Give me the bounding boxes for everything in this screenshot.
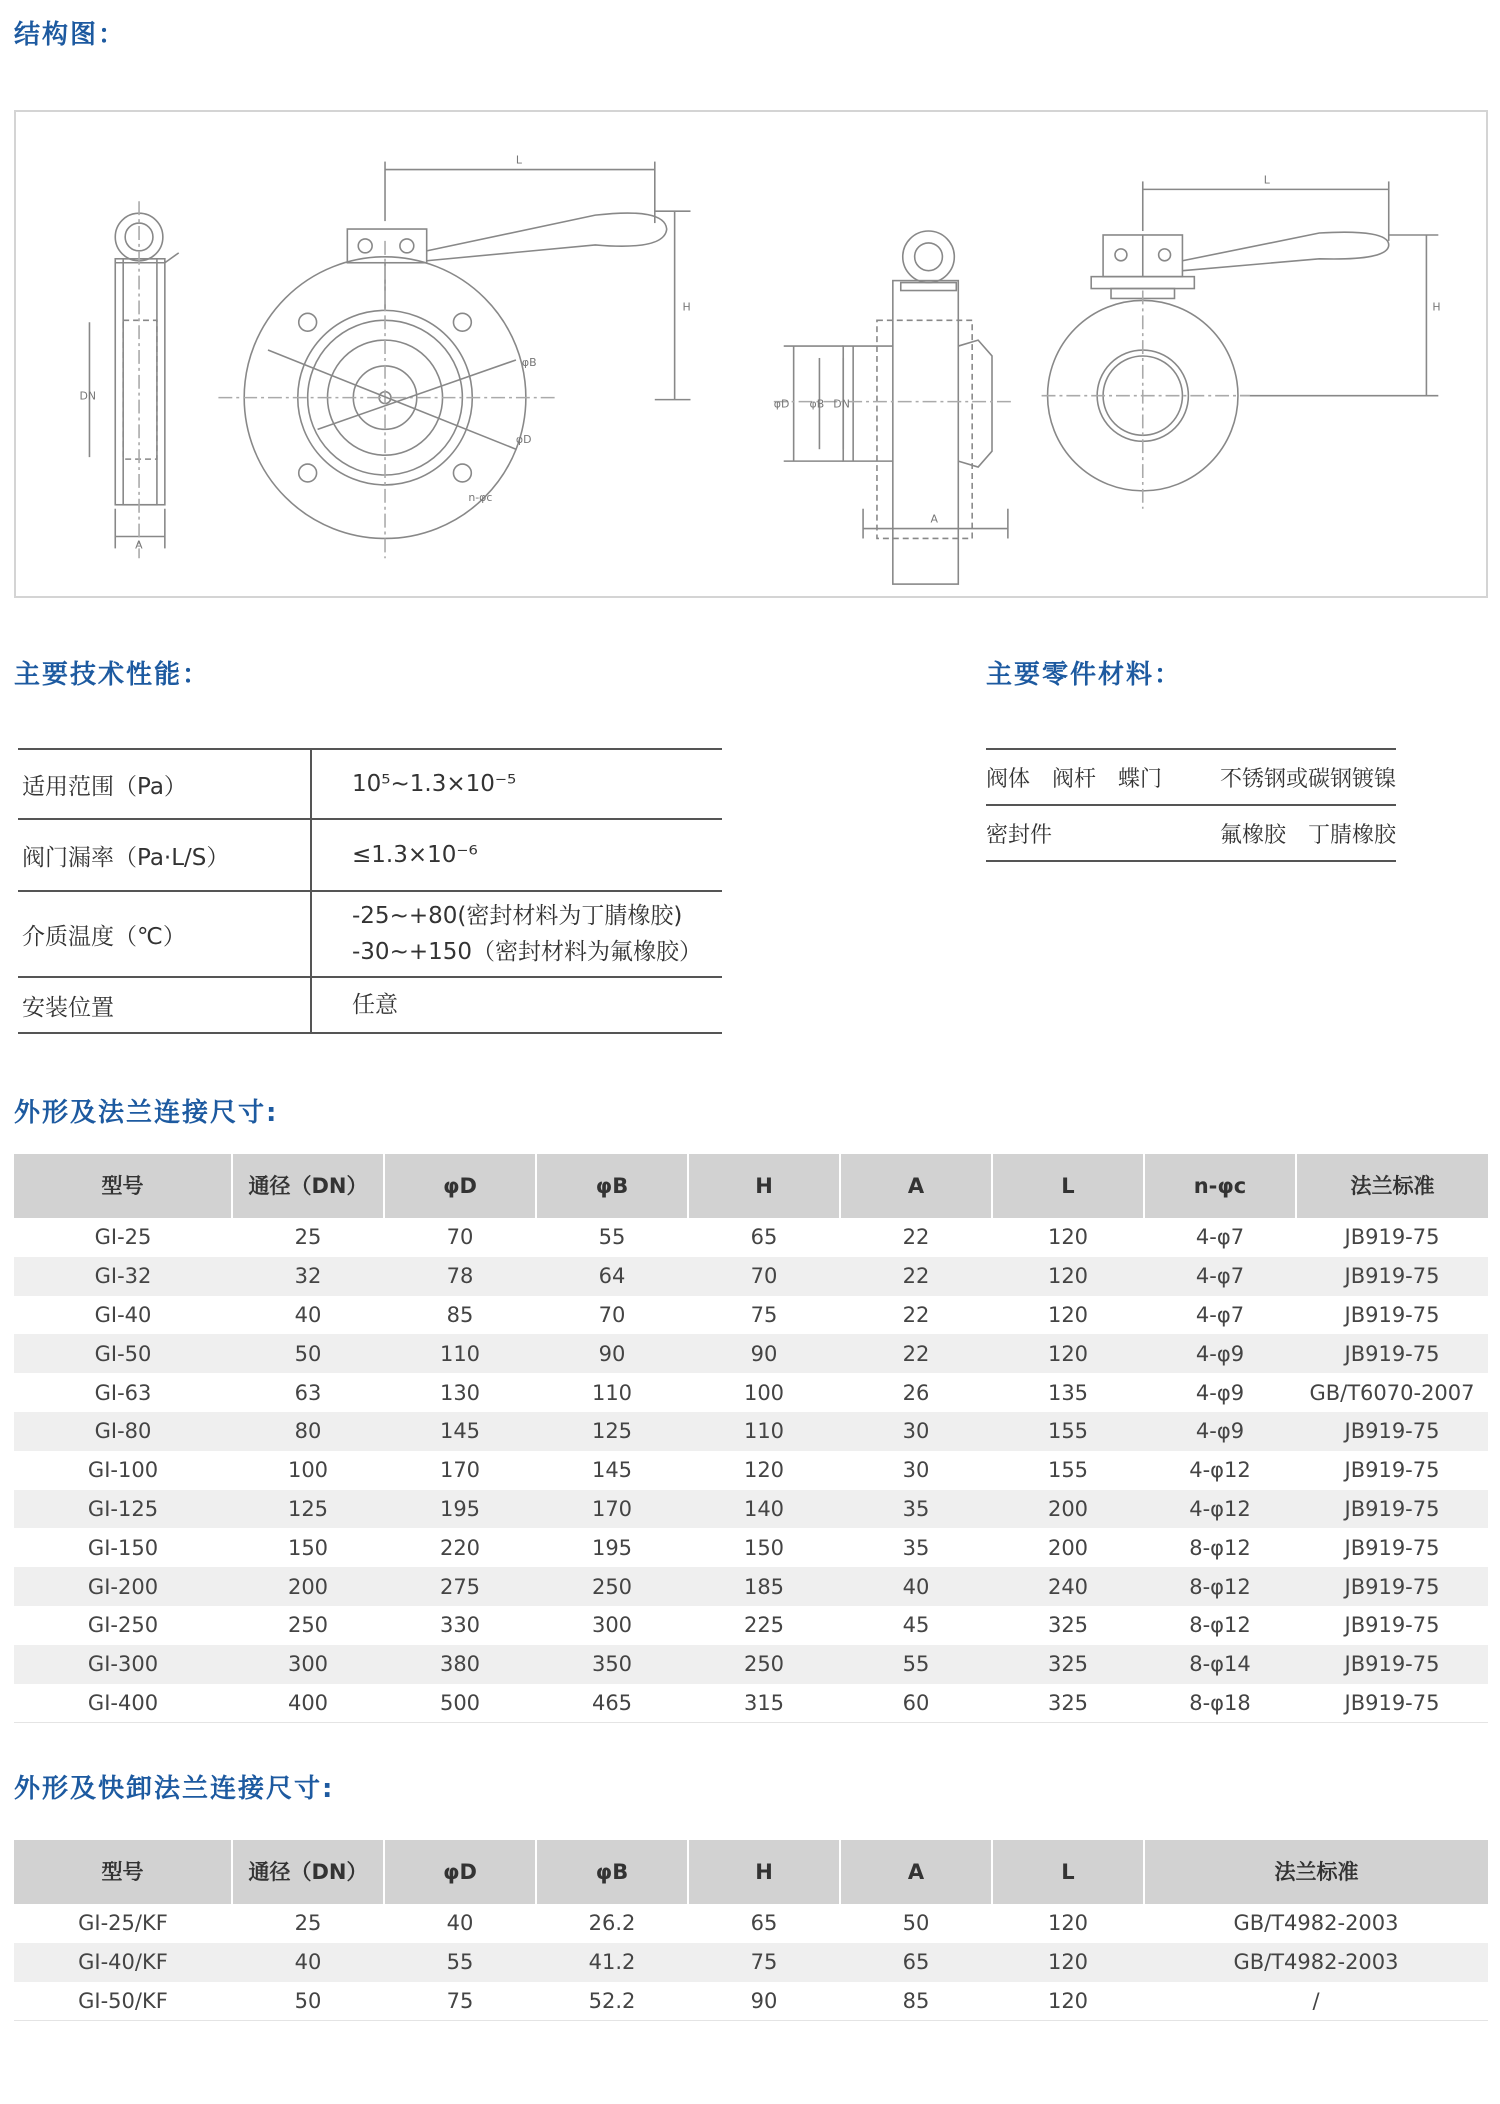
table-row <box>14 1645 1488 1684</box>
table-cell: 35 <box>902 1535 930 1560</box>
table-cell: 130 <box>439 1380 481 1405</box>
table-row <box>14 1257 1488 1296</box>
table-cell: 120 <box>1047 1302 1089 1327</box>
perf-value-line: -25~+80(密封材料为丁腈橡胶) <box>352 903 683 929</box>
table-cell: 110 <box>384 1334 536 1373</box>
table-cell: 150 <box>743 1535 785 1560</box>
table-cell: 155 <box>992 1412 1144 1451</box>
material-name: 不锈钢或碳钢镀镍 <box>1219 766 1396 792</box>
table-cell: 40 <box>446 1911 474 1936</box>
table-header-row <box>14 1154 1488 1218</box>
table-row <box>14 1373 1488 1412</box>
table-row <box>14 1218 1488 1257</box>
table-cell: 65 <box>750 1225 778 1250</box>
perf-value <box>311 891 722 977</box>
column-header: 法兰标准 <box>1296 1154 1488 1218</box>
table-row <box>14 1606 1488 1645</box>
column-header: φB <box>536 1840 688 1904</box>
valve-drawings <box>16 112 1486 596</box>
materials-list <box>986 748 1396 862</box>
table-cell: 55 <box>598 1225 626 1250</box>
table-cell: GI-50/KF <box>14 1982 232 2021</box>
performance-table <box>18 748 722 1034</box>
table-cell: 50 <box>902 1911 930 1936</box>
column-header: A <box>840 1154 992 1218</box>
table-cell: 200 <box>1047 1535 1089 1560</box>
table-row <box>14 1684 1488 1723</box>
table-cell: 30 <box>840 1412 992 1451</box>
table-cell: JB919-75 <box>1344 1302 1440 1327</box>
table-cell: 400 <box>232 1684 384 1723</box>
table-cell: 45 <box>902 1613 930 1638</box>
table-cell: 90 <box>688 1982 840 2021</box>
table-cell: JB919-75 <box>1344 1225 1440 1250</box>
table-cell: 25 <box>294 1225 322 1250</box>
table-cell: 120 <box>992 1257 1144 1296</box>
table-row <box>14 1412 1488 1451</box>
table-cell: 32 <box>232 1257 384 1296</box>
perf-value: 10⁵~1.3×10⁻⁵ <box>311 749 722 819</box>
table-cell: 100 <box>287 1458 329 1483</box>
table-cell: GB/T4982-2003 <box>1144 1943 1488 1982</box>
table-cell: 195 <box>384 1490 536 1529</box>
table-cell: 110 <box>591 1380 633 1405</box>
table-row <box>14 1943 1488 1982</box>
table-cell: 65 <box>840 1943 992 1982</box>
table-header-row <box>14 1840 1488 1904</box>
table-cell: 70 <box>446 1225 474 1250</box>
table-row <box>14 1451 1488 1490</box>
column-header: L <box>992 1840 1144 1904</box>
table-cell: 63 <box>294 1380 322 1405</box>
label-H-1: H <box>682 300 691 314</box>
table-cell: 275 <box>384 1567 536 1606</box>
table-cell: JB919-75 <box>1296 1490 1488 1529</box>
table-cell: 52.2 <box>536 1982 688 2021</box>
table-cell: 25 <box>294 1911 322 1936</box>
column-header: 法兰标准 <box>1144 1840 1488 1904</box>
table-cell: 325 <box>1047 1613 1089 1638</box>
column-header: 通径（DN） <box>232 1154 384 1218</box>
table-cell: 41.2 <box>536 1943 688 1982</box>
table-cell: 40 <box>840 1567 992 1606</box>
table-cell: 170 <box>439 1458 481 1483</box>
table-cell: 78 <box>384 1257 536 1296</box>
table-cell: 350 <box>536 1645 688 1684</box>
label-H-2: H <box>1432 300 1441 314</box>
table-cell: 315 <box>688 1684 840 1723</box>
table-cell: 240 <box>992 1567 1144 1606</box>
table-cell: 220 <box>439 1535 481 1560</box>
label-phiD-2: φD <box>773 397 790 411</box>
material-row <box>986 748 1396 804</box>
kf-dims-title: 外形及快卸法兰连接尺寸: <box>14 1774 335 1804</box>
table-cell: 110 <box>688 1412 840 1451</box>
table-cell: GB/T6070-2007 <box>1309 1380 1475 1405</box>
table-cell: GB/T4982-2003 <box>1233 1911 1399 1936</box>
table-cell: GI-250 <box>87 1613 159 1638</box>
table-row <box>14 1982 1488 2021</box>
table-cell: 500 <box>384 1684 536 1723</box>
table-cell: 8-φ12 <box>1144 1567 1296 1606</box>
column-header: φB <box>536 1154 688 1218</box>
table-cell: 140 <box>688 1490 840 1529</box>
table-cell: 4-φ9 <box>1144 1412 1296 1451</box>
label-phiB-2: φB <box>809 397 825 411</box>
column-header: φD <box>384 1154 536 1218</box>
table-cell: 4-φ12 <box>1189 1458 1251 1483</box>
table-cell: 225 <box>743 1613 785 1638</box>
table-row <box>14 1490 1488 1529</box>
label-L-1: L <box>515 153 523 167</box>
table-cell: GI-125 <box>14 1490 232 1529</box>
column-header: H <box>688 1154 840 1218</box>
table-cell: 22 <box>840 1334 992 1373</box>
table-cell: 22 <box>902 1302 930 1327</box>
label-phiD-1: φD <box>515 433 532 447</box>
table-cell: 120 <box>1047 1911 1089 1936</box>
table-cell: 70 <box>598 1302 626 1327</box>
table-row <box>14 1296 1488 1335</box>
table-cell: 26 <box>902 1380 930 1405</box>
table-cell: 4-φ12 <box>1144 1490 1296 1529</box>
table-cell: 50 <box>232 1334 384 1373</box>
table-cell: / <box>1144 1982 1488 2021</box>
column-header: n-φc <box>1144 1154 1296 1218</box>
table-cell: 64 <box>536 1257 688 1296</box>
structure-diagram <box>14 110 1488 598</box>
table-cell: 250 <box>688 1645 840 1684</box>
table-cell: JB919-75 <box>1296 1257 1488 1296</box>
table-cell: 150 <box>287 1535 329 1560</box>
table-cell: 50 <box>232 1982 384 2021</box>
flange-dims-title: 外形及法兰连接尺寸: <box>14 1098 279 1128</box>
column-header: L <box>992 1154 1144 1218</box>
table-cell: 8-φ12 <box>1189 1535 1251 1560</box>
table-cell: 200 <box>232 1567 384 1606</box>
table-cell: GI-50 <box>14 1334 232 1373</box>
table-cell: JB919-75 <box>1344 1535 1440 1560</box>
perf-row <box>18 891 722 977</box>
table-cell: 120 <box>1047 1225 1089 1250</box>
table-cell: GI-25/KF <box>78 1911 168 1936</box>
column-header: 型号 <box>14 1154 232 1218</box>
table-cell: JB919-75 <box>1296 1334 1488 1373</box>
table-cell: GI-80 <box>14 1412 232 1451</box>
table-cell: 30 <box>902 1458 930 1483</box>
column-header: 通径（DN） <box>232 1840 384 1904</box>
table-cell: 300 <box>591 1613 633 1638</box>
label-DN-2: DN <box>833 397 850 411</box>
table-cell: 40 <box>232 1943 384 1982</box>
table-cell: 55 <box>840 1645 992 1684</box>
label-L-2: L <box>1263 173 1270 187</box>
table-cell: 35 <box>840 1490 992 1529</box>
table-cell: 120 <box>992 1334 1144 1373</box>
table-cell: 325 <box>992 1684 1144 1723</box>
table-cell: 300 <box>232 1645 384 1684</box>
table-cell: 8-φ12 <box>1189 1613 1251 1638</box>
material-part: 阀体 阀杆 蝶门 <box>986 766 1163 792</box>
perf-row <box>18 749 722 819</box>
flange-side-view <box>89 201 178 558</box>
label-phiB-1: φB <box>521 355 537 369</box>
table-row <box>14 1334 1488 1373</box>
table-cell: 60 <box>840 1684 992 1723</box>
table-cell: 75 <box>688 1943 840 1982</box>
label-DN-1: DN <box>79 389 97 403</box>
material-part: 密封件 <box>986 822 1053 848</box>
table-cell: 8-φ18 <box>1144 1684 1296 1723</box>
table-cell: 22 <box>840 1257 992 1296</box>
material-row <box>986 804 1396 862</box>
table-cell: GI-63 <box>94 1380 152 1405</box>
table-cell: 4-φ9 <box>1195 1380 1245 1405</box>
table-cell: 200 <box>992 1490 1144 1529</box>
table-cell: 22 <box>902 1225 930 1250</box>
table-cell: 170 <box>536 1490 688 1529</box>
table-cell: GI-100 <box>87 1458 159 1483</box>
table-cell: GI-400 <box>14 1684 232 1723</box>
table-cell: GI-300 <box>14 1645 232 1684</box>
perf-value: ≤1.3×10⁻⁶ <box>311 819 722 891</box>
table-cell: GI-150 <box>87 1535 159 1560</box>
table-cell: 145 <box>384 1412 536 1451</box>
table-cell: JB919-75 <box>1344 1613 1440 1638</box>
table-cell: 120 <box>992 1982 1144 2021</box>
table-cell: 8-φ14 <box>1144 1645 1296 1684</box>
perf-value-line: -30~+150（密封材料为氟橡胶） <box>352 939 703 965</box>
material-name: 氟橡胶 丁腈橡胶 <box>1219 822 1396 848</box>
perf-key: 介质温度（℃） <box>18 891 311 977</box>
kf-dimensions-table <box>14 1840 1488 2021</box>
structure-title: 结构图： <box>14 20 127 50</box>
table-cell: 100 <box>743 1380 785 1405</box>
table-cell: 90 <box>536 1334 688 1373</box>
table-cell: 70 <box>688 1257 840 1296</box>
table-cell: JB919-75 <box>1296 1567 1488 1606</box>
table-cell: 380 <box>384 1645 536 1684</box>
performance-title: 主要技术性能： <box>14 660 211 690</box>
table-cell: 125 <box>232 1490 384 1529</box>
table-cell: 135 <box>1047 1380 1089 1405</box>
table-cell: 55 <box>384 1943 536 1982</box>
table-cell: 185 <box>688 1567 840 1606</box>
perf-key: 阀门漏率（Pa·L/S） <box>18 819 311 891</box>
table-cell: 4-φ7 <box>1144 1257 1296 1296</box>
table-row <box>14 1567 1488 1606</box>
table-cell: 325 <box>992 1645 1144 1684</box>
perf-row <box>18 819 722 891</box>
table-cell: 4-φ7 <box>1195 1225 1245 1250</box>
flange-dimensions-table <box>14 1154 1488 1723</box>
table-cell: 330 <box>439 1613 481 1638</box>
materials-title: 主要零件材料： <box>986 660 1183 690</box>
column-header: H <box>688 1840 840 1904</box>
table-cell: 26.2 <box>588 1911 636 1936</box>
label-A-2: A <box>930 512 938 526</box>
table-cell: JB919-75 <box>1296 1684 1488 1723</box>
kf-front-view <box>1042 181 1439 508</box>
table-cell: GI-25 <box>94 1225 152 1250</box>
flange-front-view <box>218 162 690 559</box>
table-cell: 145 <box>591 1458 633 1483</box>
table-cell: GI-200 <box>14 1567 232 1606</box>
table-cell: 75 <box>384 1982 536 2021</box>
table-cell: 195 <box>591 1535 633 1560</box>
table-cell: GI-32 <box>14 1257 232 1296</box>
table-cell: 465 <box>536 1684 688 1723</box>
table-cell: 250 <box>536 1567 688 1606</box>
column-header: 型号 <box>14 1840 232 1904</box>
table-cell: GI-40 <box>94 1302 152 1327</box>
perf-key: 适用范围（Pa） <box>18 749 311 819</box>
table-cell: JB919-75 <box>1344 1458 1440 1483</box>
table-row <box>14 1904 1488 1943</box>
table-cell: 40 <box>294 1302 322 1327</box>
table-cell: 65 <box>750 1911 778 1936</box>
table-cell: 120 <box>743 1458 785 1483</box>
column-header: φD <box>384 1840 536 1904</box>
label-nphic-1: n-φc <box>468 490 493 504</box>
perf-key: 安装位置 <box>18 977 311 1033</box>
table-cell: 80 <box>232 1412 384 1451</box>
table-cell: 120 <box>992 1943 1144 1982</box>
table-cell: 155 <box>1047 1458 1089 1483</box>
table-row <box>14 1528 1488 1567</box>
table-cell: 85 <box>840 1982 992 2021</box>
table-cell: 4-φ7 <box>1195 1302 1245 1327</box>
perf-row <box>18 977 722 1033</box>
table-cell: GI-40/KF <box>14 1943 232 1982</box>
label-A-1: A <box>135 538 143 552</box>
table-cell: JB919-75 <box>1296 1645 1488 1684</box>
table-cell: 75 <box>750 1302 778 1327</box>
table-cell: JB919-75 <box>1296 1412 1488 1451</box>
table-cell: 85 <box>446 1302 474 1327</box>
table-cell: 90 <box>688 1334 840 1373</box>
table-cell: 250 <box>287 1613 329 1638</box>
column-header: A <box>840 1840 992 1904</box>
table-cell: 125 <box>536 1412 688 1451</box>
perf-value: 任意 <box>311 977 722 1033</box>
table-cell: 4-φ9 <box>1144 1334 1296 1373</box>
